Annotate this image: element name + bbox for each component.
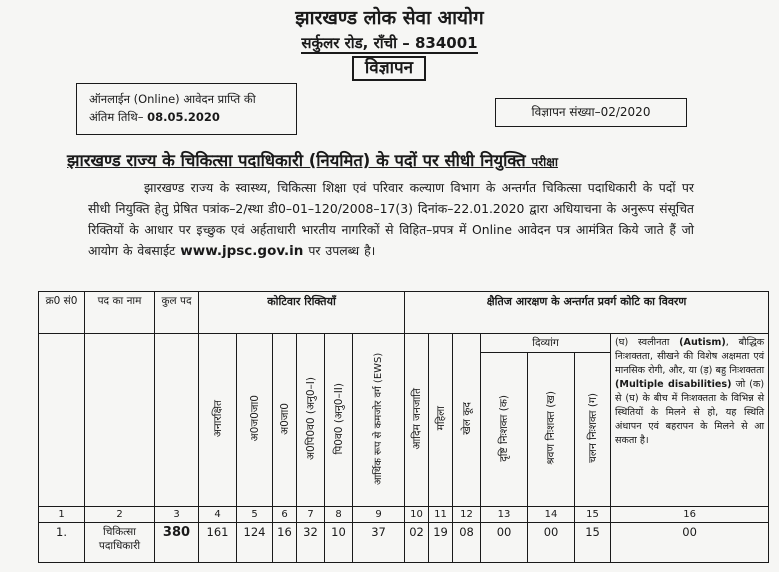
body-tail: पर उपलब्ध है। <box>303 243 376 258</box>
col-number: 10 <box>405 507 429 523</box>
col-number: 12 <box>453 507 481 523</box>
deadline-line2 <box>89 108 296 126</box>
col-number: 8 <box>325 507 353 523</box>
col-sports: खेल कूद <box>460 402 473 435</box>
col-number: 2 <box>85 507 155 523</box>
col-women: महिला <box>434 406 447 431</box>
headline <box>67 148 558 171</box>
col-number: 7 <box>297 507 325 523</box>
header-total: कुल पद <box>155 292 199 334</box>
col-number: 14 <box>528 507 575 523</box>
body-paragraph <box>88 177 694 262</box>
col-number: 4 <box>199 507 237 523</box>
cell-ebc1: 32 <box>297 523 325 563</box>
org-address <box>0 33 779 53</box>
website-link[interactable]: www.jpsc.gov.in <box>180 243 304 259</box>
col-hearing: श्रवण निःशक्त (ख) <box>545 391 558 465</box>
headline-main: झारखण्ड राज्य के चिकित्सा पदाधिकारी (नियमित) के पदों पर सीधी नियुक्ति <box>67 151 526 170</box>
col-number: 3 <box>155 507 199 523</box>
header-divyang: दिव्यांग <box>481 334 611 353</box>
col-visual: दृष्टि निःशक्त (क) <box>498 394 511 462</box>
col-number: 11 <box>429 507 453 523</box>
col-unreserved: अनारक्षित <box>211 399 224 438</box>
col-number: 16 <box>611 507 769 523</box>
col-ebc1: अ0पि0व0 (अनु0–I) <box>304 377 317 460</box>
cell-primitive: 02 <box>405 523 429 563</box>
deadline-box <box>76 83 297 135</box>
cell-total: 380 <box>155 523 199 563</box>
cell-post: चिकित्सा पदाधिकारी <box>85 523 155 563</box>
headline-suffix: परीक्षा <box>531 155 558 169</box>
col-number: 6 <box>273 507 297 523</box>
col-number: 15 <box>575 507 611 523</box>
deadline-date: 08.05.2020 <box>147 110 220 124</box>
col-loco: चलन निःशक्त (ग) <box>586 393 599 463</box>
cell-serial: 1. <box>39 523 85 563</box>
header-serial: क्र0 सं0 <box>39 292 85 334</box>
advertisement-label: विज्ञापन <box>352 56 426 81</box>
cell-multiple: 00 <box>611 523 769 563</box>
col-ews: आर्थिक रूप से कमजोर वर्ग (EWS) <box>372 352 384 485</box>
org-title: झारखण्ड लोक सेवा आयोग <box>295 7 484 29</box>
cell-st: 124 <box>237 523 273 563</box>
cell-ews: 37 <box>353 523 405 563</box>
col-primitive: आदिम जनजाति <box>410 387 423 450</box>
address-text: सर्कुलर रोड, राँची – 834001 <box>301 34 478 52</box>
col-st: अ0ज0जा0 <box>248 395 261 442</box>
header-category: कोटिवार रिक्तियाँ <box>199 292 405 334</box>
body-text: झारखण्ड राज्य के स्वास्थ्य, चिकित्सा शिक्षा एवं परिवार कल्याण विभाग के अन्तर्गत चिकित्सा पदाधिकारी के पदों पर सीधी नियुक्ति हेतु प्रेषित पत्रांक–2/स्था डी0–01–120/2008–17(3) दिनांक–22.01.2020 द्वारा अधियाचना के अनुरूप संसूचित रिक्तियों के आधार पर इच्छुक एवं अर्हताधारी भारतीय नागरिकों से विहित–प्रपत्र में Online आवेदन पत्र आमंत्रित किये जाते हैं जो आयोग के वेबसाईट <box>88 180 694 258</box>
cell-unreserved: 161 <box>199 523 237 563</box>
cell-loco: 15 <box>575 523 611 563</box>
col-number: 5 <box>237 507 273 523</box>
cell-bc2: 10 <box>325 523 353 563</box>
disability-note: (घ) स्वलीनता (Autism), बौद्धिक निःशक्तता, सीखने की विशेष अक्षमता एवं मानसिक रोगी, और, या (ड़) बहु निःशक्तता (Multiple disabilities) जो (क) से (घ) के बीच में निःशक्तता के विभिन्न से स्थितियों के मिलने से हो, यह स्थिति अंधापन एवं बहरापन के मिलने से आ सकता है। <box>611 334 769 507</box>
cell-visual: 00 <box>481 523 528 563</box>
header-post: पद का नाम <box>85 292 155 334</box>
deadline-line1: ऑनलाईन (Online) आवेदन प्राप्ति की <box>89 92 256 106</box>
header-horizontal: क्षैतिज आरक्षण के अन्तर्गत प्रवर्ग कोटि का विवरण <box>405 292 769 334</box>
cell-sc: 16 <box>273 523 297 563</box>
advertisement-number: विज्ञापन संख्या–02/2020 <box>495 98 687 127</box>
deadline-label: अंतिम तिथि– <box>89 110 144 124</box>
cell-women: 19 <box>429 523 453 563</box>
col-number: 13 <box>481 507 528 523</box>
col-sc: अ0जा0 <box>278 402 291 435</box>
cell-hearing: 00 <box>528 523 575 563</box>
col-number: 9 <box>353 507 405 523</box>
cell-sports: 08 <box>453 523 481 563</box>
col-bc2: पि0व0 (अनु0–II) <box>332 382 345 455</box>
vacancy-table <box>38 291 769 563</box>
col-number: 1 <box>39 507 85 523</box>
table-row <box>39 523 769 563</box>
